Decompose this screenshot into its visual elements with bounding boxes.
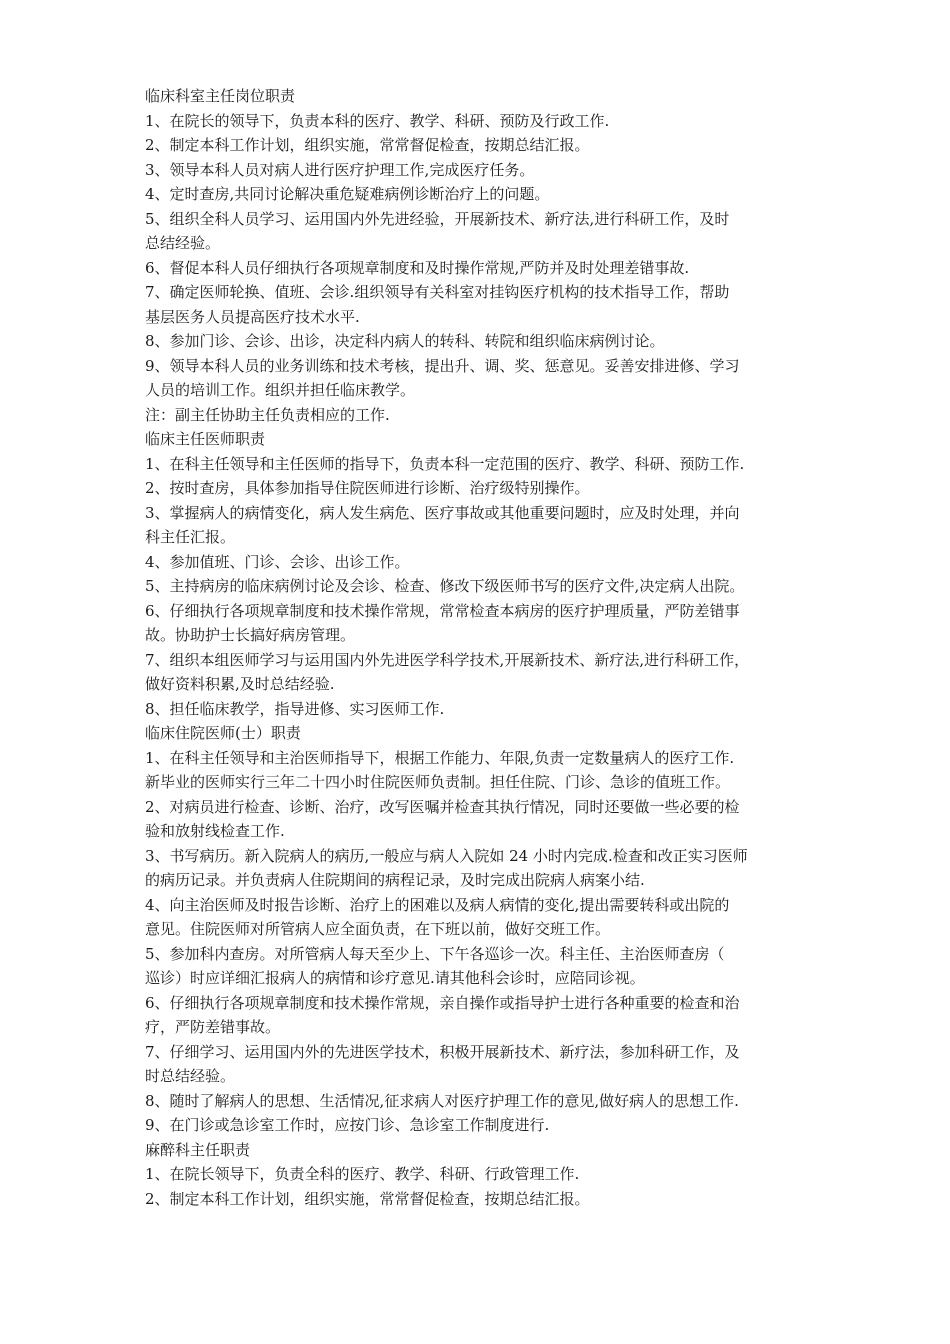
text-line: 故。协助护士长搞好病房管理。: [145, 626, 356, 644]
text-line: 疗，严防差错事故。: [145, 1018, 281, 1036]
section-heading: 临床科室主任岗位职责: [145, 87, 296, 105]
text-line: 5、主持病房的临床病例讨论及会诊、检查、修改下级医师书写的医疗文件,决定病人出院。: [145, 577, 745, 595]
text-line: 9、领导本科人员的业务训练和技术考核，提出升、调、奖、惩意见。妥善安排进修、学习: [145, 356, 740, 375]
text-line: 8、参加门诊、会诊、出诊，决定科内病人的转科、转院和组织临床病例讨论。: [145, 332, 665, 350]
text-line: 3、领导本科人员对病人进行医疗护理工作,完成医疗任务。: [145, 160, 535, 179]
text-line: 注：副主任协助主任负责相应的工作.: [145, 405, 390, 424]
text-line: 3、书写病历。新入院病人的病历,一般应与病人入院如 24 小时内完成.检查和改正实习医师: [145, 846, 748, 865]
text-line: 8、担任临床教学，指导进修、实习医师工作.: [145, 699, 445, 718]
text-line: 5、组织全科人员学习、运用国内外先进经验，开展新技术、新疗法,进行科研工作，及时: [145, 209, 730, 228]
text-line: 1、在科主任领导和主任医师的指导下，负责本科一定范围的医疗、教学、科研、预防工作.: [145, 454, 745, 473]
text-line: 的病历记录。并负责病人住院期间的病程记录，及时完成出院病人病案小结.: [145, 871, 645, 889]
text-line: 人员的培训工作。组织并担任临床教学。: [145, 381, 416, 399]
text-line: 基层医务人员提高医疗技术水平.: [145, 307, 360, 326]
section-heading: 临床主任医师职责: [145, 430, 266, 448]
text-line: 时总结经验。: [145, 1067, 236, 1085]
text-line: 2、按时查房，具体参加指导住院医师进行诊断、治疗级特别操作。: [145, 479, 590, 497]
text-line: 7、仔细学习、运用国内外的先进医学技术，积极开展新技术、新疗法，参加科研工作，及: [145, 1042, 740, 1061]
text-line: 4、参加值班、门诊、会诊、出诊工作。: [145, 552, 410, 571]
text-line: 巡诊）时应详细汇报病人的病情和诊疗意见.请其他科会诊时，应陪同诊视。: [145, 969, 645, 987]
text-line: 8、随时了解病人的思想、生活情况,征求病人对医疗护理工作的意见,做好病人的思想工作.: [145, 1091, 739, 1110]
text-line: 6、仔细执行各项规章制度和技术操作常规，亲自操作或指导护士进行各种重要的检查和治: [145, 993, 740, 1012]
document-body: [145, 84, 817, 1211]
text-line: 4、向主治医师及时报告诊断、治疗上的困难以及病人病情的变化,提出需要转科或出院的: [145, 895, 730, 914]
text-line: 做好资料积累,及时总结经验.: [145, 675, 335, 693]
text-line: 意见。住院医师对所管病人应全面负责，在下班以前，做好交班工作。: [145, 920, 611, 938]
text-line: 验和放射线检查工作.: [145, 822, 285, 840]
text-line: 3、掌握病人的病情变化，病人发生病危、医疗事故或其他重要问题时，应及时处理，并向: [145, 503, 740, 522]
text-line: 2、制定本科工作计划，组织实施，常常督促检查，按期总结汇报。: [145, 1189, 590, 1208]
text-line: 6、督促本科人员仔细执行各项规章制度和及时操作常规,严防并及时处理差错事故.: [145, 258, 690, 277]
text-line: 9、在门诊或急诊室工作时，应按门诊、急诊室工作制度进行.: [145, 1116, 550, 1134]
text-line: 7、确定医师轮换、值班、会诊.组织领导有关科室对挂钩医疗机构的技术指导工作，帮助: [145, 283, 730, 301]
text-line: 科主任汇报。: [145, 528, 236, 546]
text-line: 1、在院长的领导下，负责本科的医疗、教学、科研、预防及行政工作.: [145, 111, 610, 130]
text-line: 4、定时查房,共同讨论解决重危疑难病例诊断治疗上的问题。: [145, 185, 550, 203]
text-line: 6、仔细执行各项规章制度和技术操作常规，常常检查本病房的医疗护理质量，严防差错事: [145, 601, 740, 620]
text-line: 7、组织本组医师学习与运用国内外先进医学科学技术,开展新技术、新疗法,进行科研工作，: [145, 650, 750, 669]
text-line: 2、制定本科工作计划，组织实施，常常督促检查，按期总结汇报。: [145, 136, 590, 154]
text-line: 1、在科主任领导和主治医师指导下，根据工作能力、年限,负责一定数量病人的医疗工作.: [145, 748, 735, 767]
text-line: 总结经验。: [145, 234, 221, 252]
text-line: 1、在院长领导下，负责全科的医疗、教学、科研、行政管理工作.: [145, 1165, 580, 1183]
text-line: 5、参加科内查房。对所管病人每天至少上、下午各巡诊一次。科主任、主治医师查房（: [145, 944, 725, 963]
text-line: 新毕业的医师实行三年二十四小时住院医师负责制。担任住院、门诊、急诊的值班工作。: [145, 773, 731, 791]
section-heading: 临床住院医师(士）职责: [145, 724, 301, 742]
text-line: 2、对病员进行检查、诊断、治疗，改写医嘱并检查其执行情况，同时还要做一些必要的检: [145, 797, 740, 816]
section-heading: 麻醉科主任职责: [145, 1140, 251, 1159]
